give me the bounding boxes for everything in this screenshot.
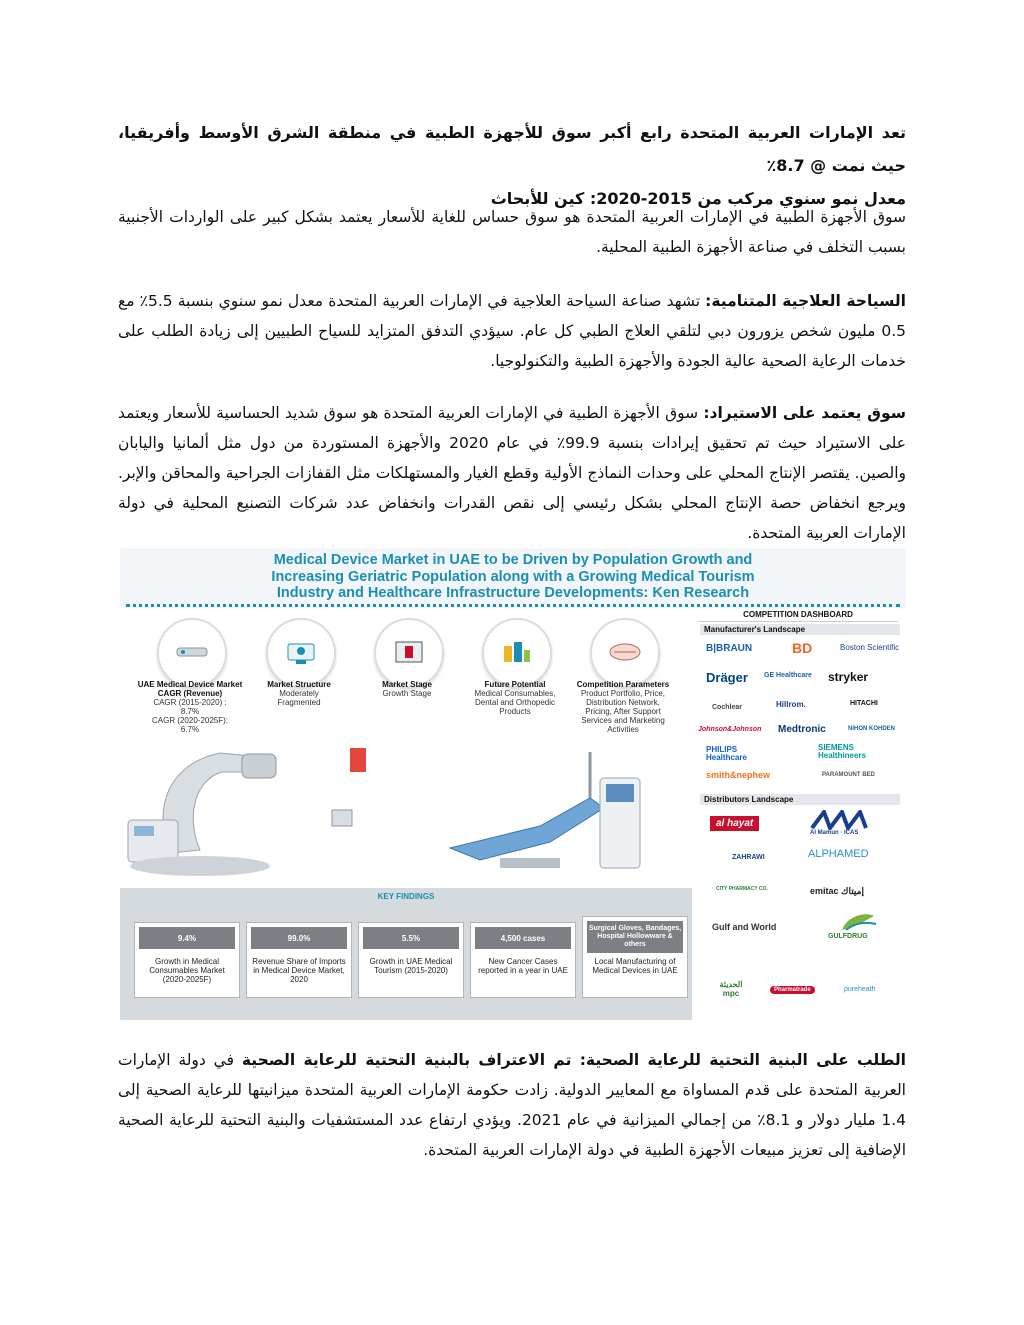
col-market-structure-title: Market Structure: [267, 680, 331, 689]
distributors-panel: [692, 888, 906, 1020]
cagr-icon: [157, 618, 227, 688]
col-future-potential-line: Dental and Orthopedic: [474, 698, 556, 707]
col-cagr-line: CAGR (2020-2025F):: [151, 716, 229, 725]
finding-card: [358, 922, 464, 998]
distributor-logo: ZAHRAWI: [732, 854, 765, 861]
market-stage-icon: [374, 618, 444, 688]
manufacturer-logo: Cochlear: [712, 704, 742, 711]
finding-desc: New Cancer Cases reported in a year in UAE: [478, 957, 568, 975]
finding-value: 9.4%: [139, 927, 235, 949]
col-future-potential-line: Products: [499, 707, 531, 716]
col-market-structure: [243, 680, 355, 707]
competition-dashboard: [692, 608, 906, 888]
manufacturer-logo: B|BRAUN: [706, 643, 753, 654]
manufacturer-logo: stryker: [828, 670, 869, 684]
manufacturer-logo: GE Healthcare: [764, 672, 812, 679]
distributor-logo: Gulf and World: [712, 922, 777, 932]
key-findings-panel: [120, 888, 692, 1020]
competition-parameters-icon: [590, 618, 660, 688]
col-future-potential-title: Future Potential: [484, 680, 546, 689]
heading-line-1: تعد الإمارات العربية المتحدة رابع أكبر سوق للأجهزة الطبية في منطقة الشرق الأوسط وأفريقيا، حيث نمت @ 8.7٪: [118, 123, 906, 175]
distributor-logo: GULFDRUG: [828, 933, 868, 940]
distributor-logo: الحديثة mpc: [719, 980, 743, 998]
medical-equipment-illustration: [120, 738, 692, 888]
col-cagr-line: 6.7%: [180, 725, 200, 734]
finding-card: [246, 922, 352, 998]
manufacturer-logo: Medtronic: [778, 724, 826, 735]
heading-line-2: معدل نمو سنوي مركب من 2015-2020: كين للأبحاث: [490, 189, 906, 208]
distributor-logo: Al Mamun · ICAS: [810, 830, 859, 836]
distributors-label: Distributors Landscape: [700, 794, 900, 805]
infographic-title-line-3: Industry and Healthcare Infrastructure Developments: Ken Research: [276, 585, 750, 601]
paragraph-infrastructure-heading: الطلب على البنية التحتية للرعاية الصحية: تم الاعتراف بالبنية التحتية للرعاية الصحية: [241, 1051, 906, 1069]
finding-value: Surgical Gloves, Bandages, Hospital Hollowware & others: [587, 921, 683, 953]
col-competition-line: Pricing, After Support: [585, 707, 661, 716]
col-future-potential-line: Medical Consumables,: [474, 689, 556, 698]
finding-card: [134, 922, 240, 998]
manufacturer-logo: Hillrom.: [776, 700, 806, 709]
distributor-logo: pureheath: [844, 986, 876, 993]
paragraph-medical-tourism-body: تشهد صناعة السياحة العلاجية في الإمارات العربية المتحدة معدل نمو سنوي بنسبة 5.5٪ مع 0.5 مليون شخص يزورون دبي لتلقي العلاج الطبي كل عام. سيؤدي التدفق المتزايد للسياح الطبيين إلى زيادة الطلب على خدمات الرعاية الصحية عالية الجودة والأجهزة الطبية والتكنولوجيا.: [118, 292, 906, 370]
col-competition-line: Product Portfolio, Price,: [580, 689, 666, 698]
col-market-stage-line: Growth Stage: [382, 689, 432, 698]
finding-value: 99.0%: [251, 927, 347, 949]
col-cagr-title: UAE Medical Device Market CAGR (Revenue): [137, 680, 243, 698]
dashboard-title: COMPETITION DASHBOARD: [698, 610, 898, 622]
col-competition-title: Competition Parameters: [576, 680, 670, 689]
finding-desc: Growth in UAE Medical Tourism (2015-2020): [369, 957, 453, 975]
paragraph-import-dependent: [118, 398, 906, 548]
manufacturer-logo: BD: [792, 640, 813, 656]
manufacturers-label: Manufacturer's Landscape: [700, 624, 900, 635]
market-structure-icon: [266, 618, 336, 688]
infographic-title-line-1: Medical Device Market in UAE to be Driven by Population Growth and: [273, 552, 753, 568]
finding-card: [470, 922, 576, 998]
manufacturer-logo: NIHON KOHDEN: [848, 726, 896, 732]
distributor-logo: CITY PHARMACY CO.: [716, 886, 768, 892]
manufacturer-logo: smith&nephew: [706, 770, 771, 780]
key-findings-title: KEY FINDINGS: [377, 892, 435, 901]
col-market-stage-title: Market Stage: [382, 680, 432, 689]
col-competition-line: Services and Marketing: [581, 716, 665, 725]
infographic-title-line-2: Increasing Geriatric Population along with a Growing Medical Tourism: [271, 568, 755, 585]
finding-card: [582, 916, 688, 998]
col-cagr-line: CAGR (2015-2020) :: [153, 698, 227, 707]
distributor-logo: Pharmatrade: [770, 986, 815, 994]
paragraph-import-dependent-body: سوق الأجهزة الطبية في الإمارات العربية المتحدة هو سوق شديد الحساسية للأسعار ويعتمد على الاستيراد حيث تم تحقيق إيرادات بنسبة 99.9٪ في عام 2020 والأجهزة المستوردة من دول مثل ألمانيا واليابان والصين. يقتصر الإنتاج المحلي على وحدات النماذج الأولية وقطع الغيار والمستهلكات مثل القفازات الجراحية والمحاقن والإبر. ويرجع انخفاض حصة الإنتاج المحلي بشكل رئيسي إلى نقص القدرات وانخفاض عدد شركات التصنيع المحلية في دولة الإمارات العربية المتحدة.: [118, 404, 906, 542]
finding-desc: Growth in Medical Consumables Market (2020-2025F): [149, 957, 225, 984]
finding-desc: Revenue Share of Imports in Medical Device Market, 2020: [252, 957, 346, 984]
col-competition: [567, 680, 679, 734]
paragraph-import-dependent-heading: سوق يعتمد على الاستيراد:: [703, 404, 906, 422]
distributor-logo: emitac إميتاك: [810, 886, 864, 896]
col-future-potential: [459, 680, 571, 716]
col-cagr-line: 8.7%: [180, 707, 200, 716]
gulfdrug-leaf-icon: [838, 910, 878, 932]
manufacturer-logo: HITACHI: [850, 700, 878, 707]
manufacturer-logo: Boston Scientific: [840, 643, 900, 652]
manufacturer-logo: PHILIPS Healthcare: [706, 745, 747, 762]
finding-value: 4,500 cases: [475, 927, 571, 949]
col-competition-line: Activities: [607, 725, 639, 734]
manufacturer-logo: Johnson&Johnson: [698, 726, 762, 733]
manufacturer-logo: SIEMENS Healthineers: [818, 743, 867, 760]
paragraph-import-sensitivity: سوق الأجهزة الطبية في الإمارات العربية المتحدة هو سوق حساس للغاية للأسعار يعتمد بشكل كبير على الواردات الأجنبية بسبب التخلف في صناعة الأجهزة الطبية المحلية.: [118, 208, 906, 256]
manufacturer-logo: Dräger: [706, 670, 748, 685]
paragraph-infrastructure-body: في دولة الإمارات العربية المتحدة على قدم المساواة مع المعايير الدولية. زادت حكومة الإمارات العربية المتحدة ميزانيتها للرعاية الصحية إلى 1.4 مليار دولار و 8.1٪ من إجمالي الميزانية في عام 2021. ويؤدي ارتفاع عدد المستشفيات والبنية التحتية للرعاية الصحية الإضافية إلى تعزيز مبيعات الأجهزة الطبية في دولة الإمارات العربية المتحدة.: [118, 1051, 906, 1159]
col-market-structure-line: Moderately: [279, 689, 319, 698]
col-market-stage: [351, 680, 463, 698]
infographic: [120, 548, 906, 1020]
manufacturer-logo: PARAMOUNT BED: [822, 772, 875, 778]
col-market-structure-line: Fragmented: [277, 698, 321, 707]
finding-desc: Local Manufacturing of Medical Devices in UAE: [592, 957, 678, 975]
col-cagr: [134, 680, 246, 734]
distributor-logo: ALPHAMED: [808, 848, 869, 860]
paragraph-medical-tourism-heading: السياحة العلاجية المتنامية:: [705, 292, 906, 310]
future-potential-icon: [482, 618, 552, 688]
infographic-title: [120, 552, 906, 602]
finding-value: 5.5%: [363, 927, 459, 949]
heading: [118, 116, 906, 215]
dotted-divider: [126, 604, 900, 607]
al-mamun-mark-icon: [810, 810, 870, 830]
paragraph-medical-tourism: [118, 286, 906, 376]
col-competition-line: Distribution Network,: [586, 698, 660, 707]
paragraph-infrastructure: [118, 1045, 906, 1165]
distributor-logo: al hayat: [710, 816, 759, 831]
